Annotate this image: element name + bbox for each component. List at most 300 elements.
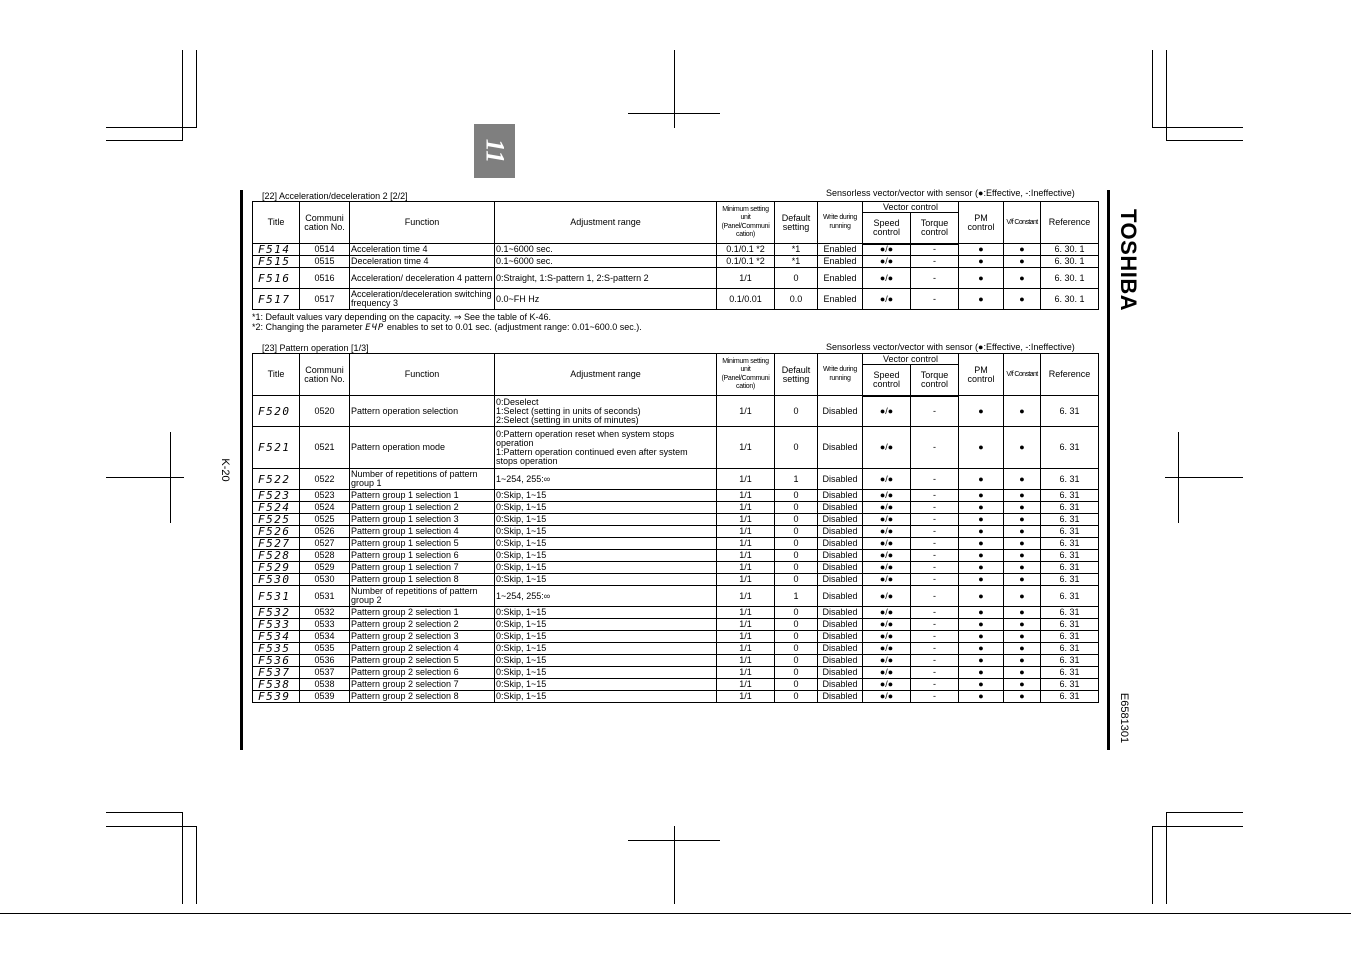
default-setting-cell: 0 [775,550,818,562]
section-tab: 11 [474,124,515,178]
torque-control-cell: - [911,538,959,550]
default-setting-cell: 0 [775,490,818,502]
write-during-running-cell: Disabled [818,574,863,586]
param-title-cell: F536 [253,655,300,667]
table-row [253,679,1099,691]
header-vector-control: Vector control [863,202,959,213]
min-unit-cell: 1/1 [717,268,775,289]
param-title-cell: F521 [253,427,300,469]
table-row [253,655,1099,667]
function-cell: Deceleration time 4 [350,256,495,268]
table-row [253,502,1099,514]
speed-control-cell: ●/● [863,607,911,619]
param-title-cell: F525 [253,514,300,526]
torque-control-cell: - [911,550,959,562]
vf-constant-cell: ● [1004,586,1041,607]
header-pm: PM control [959,202,1004,244]
comm-no-cell: 0538 [300,679,350,691]
adjustment-range-cell: 0:Skip, 1~15 [495,691,717,703]
param-title-cell: F527 [253,538,300,550]
vf-constant-cell: ● [1004,643,1041,655]
table1-note-1: *1: Default values vary depending on the capacity. ⇒ See the table of K-46. [252,312,552,322]
pm-control-cell: ● [959,469,1004,490]
default-setting-cell: 0 [775,268,818,289]
pm-control-cell: ● [959,607,1004,619]
min-unit-cell: 1/1 [717,667,775,679]
param-title-cell: F531 [253,586,300,607]
table-row [253,469,1099,490]
write-during-running-cell: Disabled [818,691,863,703]
param-title-cell: F522 [253,469,300,490]
function-cell: Pattern group 1 selection 3 [350,514,495,526]
function-cell: Pattern group 1 selection 7 [350,562,495,574]
default-setting-cell: 0 [775,607,818,619]
table-row [253,427,1099,469]
torque-control-cell: - [911,691,959,703]
param-title-cell: F535 [253,643,300,655]
comm-no-cell: 0525 [300,514,350,526]
reference-cell: 6. 31 [1041,574,1099,586]
vf-constant-cell: ● [1004,396,1041,427]
default-setting-cell: 0 [775,502,818,514]
parameter-table-1 [252,201,1099,310]
header-reference: Reference [1041,202,1099,244]
reference-cell: 6. 30. 1 [1041,289,1099,310]
table-row [253,538,1099,550]
speed-control-cell: ●/● [863,396,911,427]
table-row [253,643,1099,655]
header-comm-no: Communi cation No. [300,202,350,244]
speed-control-cell: ●/● [863,562,911,574]
header-reference: Reference [1041,354,1099,396]
min-unit-cell: 1/1 [717,490,775,502]
function-cell: Acceleration time 4 [350,244,495,256]
default-setting-cell: *1 [775,256,818,268]
param-title-cell: F529 [253,562,300,574]
comm-no-cell: 0515 [300,256,350,268]
header-min-unit: Minimum setting unit (Panel/Communi cation) [717,354,775,396]
table-row [253,562,1099,574]
reference-cell: 6. 31 [1041,469,1099,490]
pm-control-cell: ● [959,427,1004,469]
write-during-running-cell: Enabled [818,244,863,256]
reference-cell: 6. 30. 1 [1041,256,1099,268]
speed-control-cell: ●/● [863,550,911,562]
write-during-running-cell: Disabled [818,502,863,514]
reference-cell: 6. 31 [1041,427,1099,469]
pm-control-cell: ● [959,691,1004,703]
param-title-cell: F539 [253,691,300,703]
write-during-running-cell: Disabled [818,396,863,427]
header-torque: Torque control [911,213,959,244]
pm-control-cell: ● [959,396,1004,427]
default-setting-cell: 1 [775,586,818,607]
function-cell: Pattern group 2 selection 6 [350,667,495,679]
reference-cell: 6. 31 [1041,550,1099,562]
torque-control-cell: - [911,502,959,514]
write-during-running-cell: Disabled [818,619,863,631]
comm-no-cell: 0520 [300,396,350,427]
write-during-running-cell: Disabled [818,643,863,655]
torque-control-cell: - [911,607,959,619]
function-cell: Number of repetitions of pattern group 2 [350,586,495,607]
min-unit-cell: 1/1 [717,691,775,703]
adjustment-range-cell: 1~254, 255:∞ [495,586,717,607]
speed-control-cell: ●/● [863,469,911,490]
param-title-cell: F526 [253,526,300,538]
torque-control-cell: - [911,514,959,526]
write-during-running-cell: Enabled [818,289,863,310]
table1-mode-note: Sensorless vector/vector with sensor (●:Effective, -:Ineffective) [826,188,1075,198]
reference-cell: 6. 31 [1041,396,1099,427]
param-title-cell: F534 [253,631,300,643]
default-setting-cell: 0 [775,562,818,574]
header-adjustment: Adjustment range [495,354,717,396]
header-default: Default setting [775,354,818,396]
reference-cell: 6. 31 [1041,514,1099,526]
comm-no-cell: 0532 [300,607,350,619]
write-during-running-cell: Enabled [818,268,863,289]
torque-control-cell: - [911,526,959,538]
default-setting-cell: 0.0 [775,289,818,310]
function-cell: Pattern operation mode [350,427,495,469]
default-setting-cell: 0 [775,631,818,643]
min-unit-cell: 1/1 [717,526,775,538]
comm-no-cell: 0531 [300,586,350,607]
speed-control-cell: ●/● [863,490,911,502]
comm-no-cell: 0522 [300,469,350,490]
header-comm-no: Communi cation No. [300,354,350,396]
speed-control-cell: ●/● [863,631,911,643]
min-unit-cell: 1/1 [717,655,775,667]
header-vf: V/f Constant [1004,202,1041,244]
min-unit-cell: 1/1 [717,643,775,655]
adjustment-range-cell: 0:Skip, 1~15 [495,679,717,691]
pm-control-cell: ● [959,289,1004,310]
pm-control-cell: ● [959,655,1004,667]
write-during-running-cell: Enabled [818,256,863,268]
min-unit-cell: 1/1 [717,469,775,490]
adjustment-range-cell: 0:Skip, 1~15 [495,574,717,586]
pm-control-cell: ● [959,574,1004,586]
vf-constant-cell: ● [1004,667,1041,679]
table2-mode-note: Sensorless vector/vector with sensor (●:Effective, -:Ineffective) [826,342,1075,352]
table-row [253,289,1099,310]
table-row [253,526,1099,538]
vf-constant-cell: ● [1004,289,1041,310]
function-cell: Pattern group 2 selection 8 [350,691,495,703]
comm-no-cell: 0529 [300,562,350,574]
min-unit-cell: 1/1 [717,562,775,574]
right-margin-bar [1107,190,1110,750]
min-unit-cell: 0.1/0.01 [717,289,775,310]
header-title: Title [253,354,300,396]
torque-control-cell: - [911,490,959,502]
function-cell: Acceleration/ deceleration 4 pattern [350,268,495,289]
torque-control-cell: - [911,469,959,490]
adjustment-range-cell: 0:Deselect 1:Select (setting in units of seconds) 2:Select (setting in units of minutes) [495,396,717,427]
default-setting-cell: 0 [775,679,818,691]
speed-control-cell: ●/● [863,586,911,607]
vf-constant-cell: ● [1004,514,1041,526]
speed-control-cell: ●/● [863,667,911,679]
param-title-cell: F538 [253,679,300,691]
torque-control-cell: - [911,574,959,586]
comm-no-cell: 0517 [300,289,350,310]
speed-control-cell: ●/● [863,256,911,268]
pm-control-cell: ● [959,586,1004,607]
adjustment-range-cell: 0:Skip, 1~15 [495,619,717,631]
param-title-cell: F520 [253,396,300,427]
default-setting-cell: 0 [775,538,818,550]
min-unit-cell: 1/1 [717,550,775,562]
param-title-cell: F523 [253,490,300,502]
pm-control-cell: ● [959,526,1004,538]
table-row [253,268,1099,289]
speed-control-cell: ●/● [863,502,911,514]
comm-no-cell: 0521 [300,427,350,469]
write-during-running-cell: Disabled [818,469,863,490]
pm-control-cell: ● [959,643,1004,655]
min-unit-cell: 1/1 [717,607,775,619]
vf-constant-cell: ● [1004,619,1041,631]
function-cell: Pattern group 2 selection 1 [350,607,495,619]
speed-control-cell: ●/● [863,691,911,703]
function-cell: Pattern group 1 selection 5 [350,538,495,550]
write-during-running-cell: Disabled [818,514,863,526]
table-row [253,490,1099,502]
speed-control-cell: ●/● [863,268,911,289]
write-during-running-cell: Disabled [818,427,863,469]
torque-control-cell: - [911,268,959,289]
adjustment-range-cell: 0.1~6000 sec. [495,256,717,268]
function-cell: Pattern group 1 selection 1 [350,490,495,502]
vf-constant-cell: ● [1004,538,1041,550]
table-row [253,574,1099,586]
speed-control-cell: ●/● [863,574,911,586]
comm-no-cell: 0530 [300,574,350,586]
param-title-cell: F524 [253,502,300,514]
param-title-cell: F516 [253,268,300,289]
min-unit-cell: 1/1 [717,631,775,643]
comm-no-cell: 0528 [300,550,350,562]
header-function: Function [350,354,495,396]
comm-no-cell: 0534 [300,631,350,643]
min-unit-cell: 1/1 [717,514,775,526]
table1-note-2: *2: Changing the parameter ЕЧР enables to set to 0.01 sec. (adjustment range: 0.01~600.0 sec.). [252,322,642,333]
write-during-running-cell: Disabled [818,538,863,550]
min-unit-cell: 1/1 [717,619,775,631]
comm-no-cell: 0523 [300,490,350,502]
default-setting-cell: 0 [775,396,818,427]
reference-cell: 6. 31 [1041,655,1099,667]
min-unit-cell: 1/1 [717,679,775,691]
header-write: Write during running [818,354,863,396]
comm-no-cell: 0536 [300,655,350,667]
param-title-cell: F532 [253,607,300,619]
comm-no-cell: 0526 [300,526,350,538]
comm-no-cell: 0539 [300,691,350,703]
vf-constant-cell: ● [1004,427,1041,469]
reference-cell: 6. 31 [1041,631,1099,643]
header-adjustment: Adjustment range [495,202,717,244]
comm-no-cell: 0527 [300,538,350,550]
table-row [253,550,1099,562]
adjustment-range-cell: 0:Skip, 1~15 [495,643,717,655]
vf-constant-cell: ● [1004,469,1041,490]
param-title-cell: F515 [253,256,300,268]
pm-control-cell: ● [959,256,1004,268]
reference-cell: 6. 31 [1041,526,1099,538]
page-number: K-20 [219,458,231,482]
comm-no-cell: 0537 [300,667,350,679]
function-cell: Pattern group 2 selection 3 [350,631,495,643]
adjustment-range-cell: 0:Pattern operation reset when system stops operation 1:Pattern operation continued even after system stops operation [495,427,717,469]
write-during-running-cell: Disabled [818,526,863,538]
vf-constant-cell: ● [1004,502,1041,514]
torque-control-cell: - [911,396,959,427]
min-unit-cell: 1/1 [717,396,775,427]
pm-control-cell: ● [959,679,1004,691]
torque-control-cell: - [911,631,959,643]
torque-control-cell: - [911,679,959,691]
default-setting-cell: 0 [775,427,818,469]
pm-control-cell: ● [959,514,1004,526]
table-row [253,514,1099,526]
table-row [253,607,1099,619]
reference-cell: 6. 31 [1041,643,1099,655]
header-speed: Speed control [863,213,911,244]
vf-constant-cell: ● [1004,631,1041,643]
vf-constant-cell: ● [1004,655,1041,667]
write-during-running-cell: Disabled [818,679,863,691]
pm-control-cell: ● [959,550,1004,562]
parameter-table-2 [252,353,1099,703]
adjustment-range-cell: 0.1~6000 sec. [495,244,717,256]
doc-code: E6581301 [1118,692,1130,744]
comm-no-cell: 0524 [300,502,350,514]
header-speed: Speed control [863,365,911,396]
vf-constant-cell: ● [1004,244,1041,256]
min-unit-cell: 1/1 [717,502,775,514]
vf-constant-cell: ● [1004,490,1041,502]
adjustment-range-cell: 0.0~FH Hz [495,289,717,310]
vf-constant-cell: ● [1004,562,1041,574]
vf-constant-cell: ● [1004,691,1041,703]
function-cell: Pattern group 2 selection 7 [350,679,495,691]
function-cell: Pattern group 2 selection 4 [350,643,495,655]
reference-cell: 6. 31 [1041,490,1099,502]
vf-constant-cell: ● [1004,607,1041,619]
header-vf: V/f Constant [1004,354,1041,396]
torque-control-cell: - [911,655,959,667]
table-row [253,396,1099,427]
speed-control-cell: ●/● [863,289,911,310]
adjustment-range-cell: 0:Skip, 1~15 [495,655,717,667]
table-row [253,667,1099,679]
function-cell: Pattern group 1 selection 2 [350,502,495,514]
torque-control-cell: - [911,562,959,574]
adjustment-range-cell: 1~254, 255:∞ [495,469,717,490]
adjustment-range-cell: 0:Skip, 1~15 [495,526,717,538]
header-pm: PM control [959,354,1004,396]
table2-caption: [23] Pattern operation [1/3] [262,343,369,353]
speed-control-cell: ●/● [863,643,911,655]
vf-constant-cell: ● [1004,574,1041,586]
table-row [253,244,1099,256]
param-title-cell: F517 [253,289,300,310]
min-unit-cell: 1/1 [717,427,775,469]
vf-constant-cell: ● [1004,679,1041,691]
torque-control-cell: - [911,586,959,607]
vf-constant-cell: ● [1004,268,1041,289]
reference-cell: 6. 31 [1041,562,1099,574]
header-write: Write during running [818,202,863,244]
function-cell: Pattern group 1 selection 4 [350,526,495,538]
default-setting-cell: 0 [775,619,818,631]
adjustment-range-cell: 0:Skip, 1~15 [495,667,717,679]
table-row [253,256,1099,268]
pm-control-cell: ● [959,538,1004,550]
speed-control-cell: ●/● [863,514,911,526]
min-unit-cell: 1/1 [717,586,775,607]
reference-cell: 6. 31 [1041,667,1099,679]
left-margin-bar [240,190,243,750]
param-title-cell: F530 [253,574,300,586]
torque-control-cell: - [911,427,959,469]
comm-no-cell: 0533 [300,619,350,631]
param-title-cell: F533 [253,619,300,631]
reference-cell: 6. 30. 1 [1041,244,1099,256]
default-setting-cell: 0 [775,691,818,703]
default-setting-cell: 0 [775,514,818,526]
reference-cell: 6. 31 [1041,607,1099,619]
speed-control-cell: ●/● [863,427,911,469]
default-setting-cell: 0 [775,655,818,667]
adjustment-range-cell: 0:Skip, 1~15 [495,550,717,562]
speed-control-cell: ●/● [863,619,911,631]
pm-control-cell: ● [959,244,1004,256]
speed-control-cell: ●/● [863,244,911,256]
header-vector-control: Vector control [863,354,959,365]
speed-control-cell: ●/● [863,538,911,550]
adjustment-range-cell: 0:Skip, 1~15 [495,607,717,619]
write-during-running-cell: Disabled [818,655,863,667]
reference-cell: 6. 31 [1041,538,1099,550]
header-title: Title [253,202,300,244]
vf-constant-cell: ● [1004,526,1041,538]
write-during-running-cell: Disabled [818,562,863,574]
function-cell: Acceleration/deceleration switching frequency 3 [350,289,495,310]
function-cell: Pattern group 1 selection 6 [350,550,495,562]
torque-control-cell: - [911,619,959,631]
write-during-running-cell: Disabled [818,586,863,607]
function-cell: Pattern group 2 selection 2 [350,619,495,631]
table-row [253,631,1099,643]
default-setting-cell: 0 [775,574,818,586]
reference-cell: 6. 31 [1041,586,1099,607]
torque-control-cell: - [911,643,959,655]
pm-control-cell: ● [959,631,1004,643]
reference-cell: 6. 31 [1041,502,1099,514]
function-cell: Number of repetitions of pattern group 1 [350,469,495,490]
table-row [253,619,1099,631]
write-during-running-cell: Disabled [818,607,863,619]
torque-control-cell: - [911,244,959,256]
write-during-running-cell: Disabled [818,550,863,562]
pm-control-cell: ● [959,268,1004,289]
vf-constant-cell: ● [1004,256,1041,268]
